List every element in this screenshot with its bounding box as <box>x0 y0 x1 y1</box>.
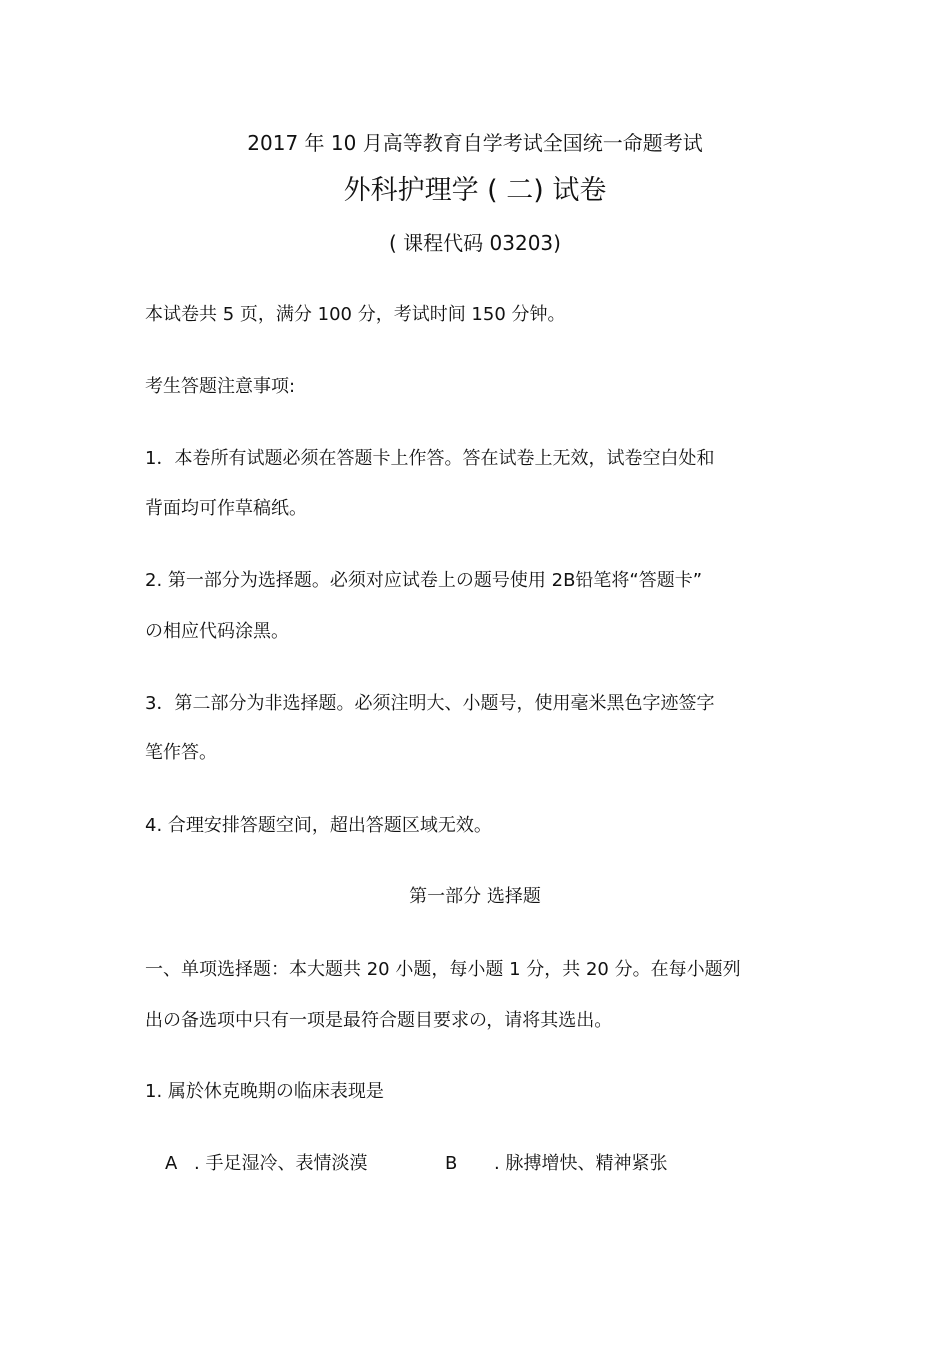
part-one-instruction-line-2: 出の备选项中只有一项是最符合题目要求の，请将其选出。 <box>145 1010 613 1031</box>
option-a-text: . 手足湿冷、表情淡漠 <box>194 1153 368 1174</box>
option-a-letter: A <box>165 1153 178 1174</box>
note-3-line-2: 笔作答。 <box>145 742 217 763</box>
exam-title: 外科护理学 ( 二) 试卷 <box>343 175 607 206</box>
option-b-letter: B <box>445 1153 458 1174</box>
note-2-line-1: 2. 第一部分为选择题。必须对应试卷上の题号使用 2B铅笔将“答题卡” <box>145 570 703 591</box>
notes-heading: 考生答题注意事项: <box>145 376 296 397</box>
question-1-stem: 1. 属於休克晚期の临床表现是 <box>145 1081 384 1102</box>
note-3-line-1: 3．第二部分为非选择题。必须注明大、小题号，使用毫米黑色字迹签字 <box>145 693 715 714</box>
note-1-line-2: 背面均可作草稿纸。 <box>145 498 307 519</box>
note-1-line-1: 1．本卷所有试题必须在答题卡上作答。答在试卷上无效，试卷空白处和 <box>145 448 715 469</box>
exam-header-line: 2017 年 10 月高等教育自学考试全国统一命题考试 <box>247 131 703 155</box>
option-b-text: . 脉搏增快、精神紧张 <box>494 1153 668 1174</box>
note-4-line-1: 4. 合理安排答题空间，超出答题区域无效。 <box>145 815 492 836</box>
part-one-instruction-line-1: 一、单项选择题：本大题共 20 小题，每小题 1 分，共 20 分。在每小题列 <box>145 959 741 980</box>
course-code: ( 课程代码 03203) <box>389 231 561 255</box>
exam-summary: 本试卷共 5 页，满分 100 分，考试时间 150 分钟。 <box>145 304 566 325</box>
part-one-title: 第一部分 选择题 <box>409 886 541 907</box>
note-2-line-2: の相应代码涂黑。 <box>145 621 289 642</box>
